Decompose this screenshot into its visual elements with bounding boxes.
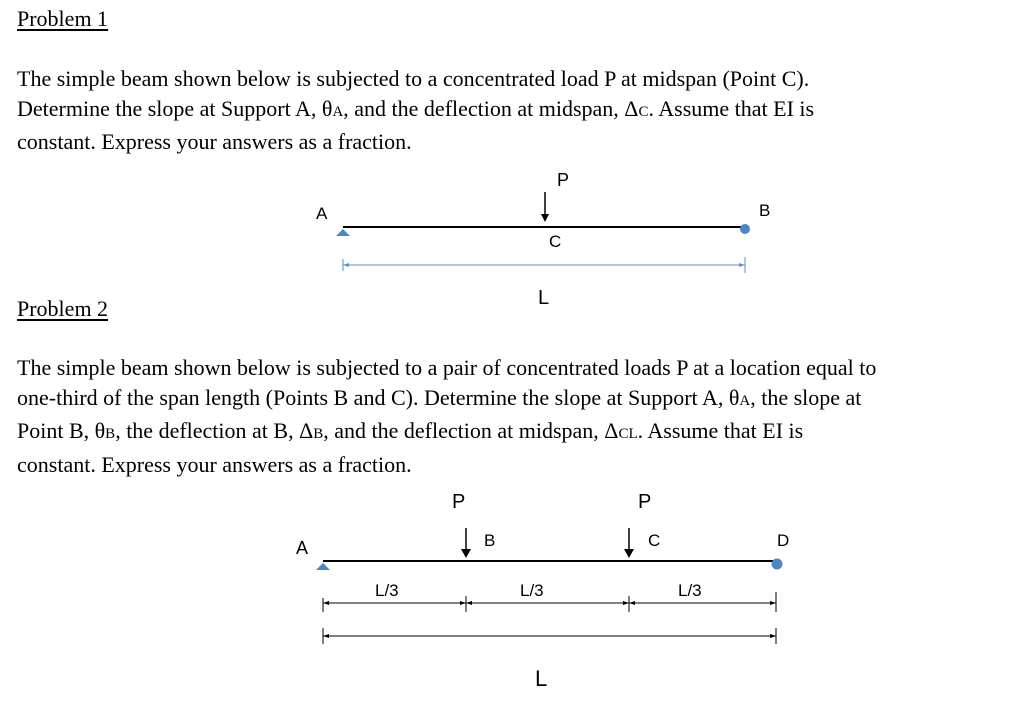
load-label-p: P [557, 170, 570, 190]
load-arrow-head [541, 214, 549, 222]
problem1-line-1: The simple beam shown below is subjected to a concentrated load P at midspan (Point C). [17, 66, 810, 91]
point-label-c: C [648, 531, 661, 550]
problem1-line-3: constant. Express your answers as a fraction. [17, 129, 412, 154]
segment-arrow-left [323, 601, 329, 605]
problem2-line-4: constant. Express your answers as a fraction. [17, 451, 412, 477]
segment-label-3: L/3 [678, 581, 702, 600]
pin-support-a [316, 563, 330, 570]
span-arrow-right [770, 634, 776, 638]
problem2-line-1: The simple beam shown below is subjected to a pair of concentrated loads P at a location equal to [17, 355, 877, 380]
segment-arrow-right [770, 601, 776, 605]
segment-arrow-2r [629, 601, 635, 605]
segment-arrow-1l [460, 601, 466, 605]
span-label-l: L [538, 287, 550, 309]
problem2-line-3: Point B, θB, the deflection at B, ΔB, and the deflection at midspan, ΔCL. Assume that EI is [17, 418, 804, 443]
span-arrow-left [323, 634, 329, 638]
support-label-a: A [316, 204, 328, 223]
segment-arrow-1r [466, 601, 472, 605]
load-arrow-2-head [624, 549, 634, 558]
roller-support-b [740, 224, 750, 234]
pin-support-a [336, 229, 350, 236]
segment-arrow-2l [623, 601, 629, 605]
dimension-arrow-left [343, 263, 349, 267]
subscript-c: C [638, 103, 649, 120]
segment-label-1: L/3 [375, 581, 399, 600]
load-label-p1: P [452, 491, 466, 513]
load-label-p2: P [638, 491, 652, 513]
segment-label-2: L/3 [520, 581, 544, 600]
problem2-line-2: one-third of the span length (Points B and C). Determine the slope at Support A, θA, the slope at [17, 384, 862, 410]
load-arrow-1-head [461, 549, 471, 558]
support-label-b: B [759, 201, 771, 220]
point-label-b: B [484, 531, 496, 550]
problem2-beam-diagram [296, 491, 789, 691]
support-label-a: A [296, 538, 309, 558]
problem2-heading: Problem 2 [17, 296, 109, 321]
subscript-a: A [332, 103, 344, 120]
dimension-arrow-right [739, 263, 745, 267]
problem1-beam-diagram [316, 170, 770, 309]
span-label-l: L [535, 666, 548, 691]
problem1-line-2: Determine the slope at Support A, θA, and the deflection at midspan, ΔC. Assume that EI is [17, 95, 815, 121]
problem1-heading: Problem 1 [17, 6, 109, 31]
point-label-c: C [549, 232, 562, 251]
support-label-d: D [777, 531, 790, 550]
roller-support-d [772, 559, 783, 570]
